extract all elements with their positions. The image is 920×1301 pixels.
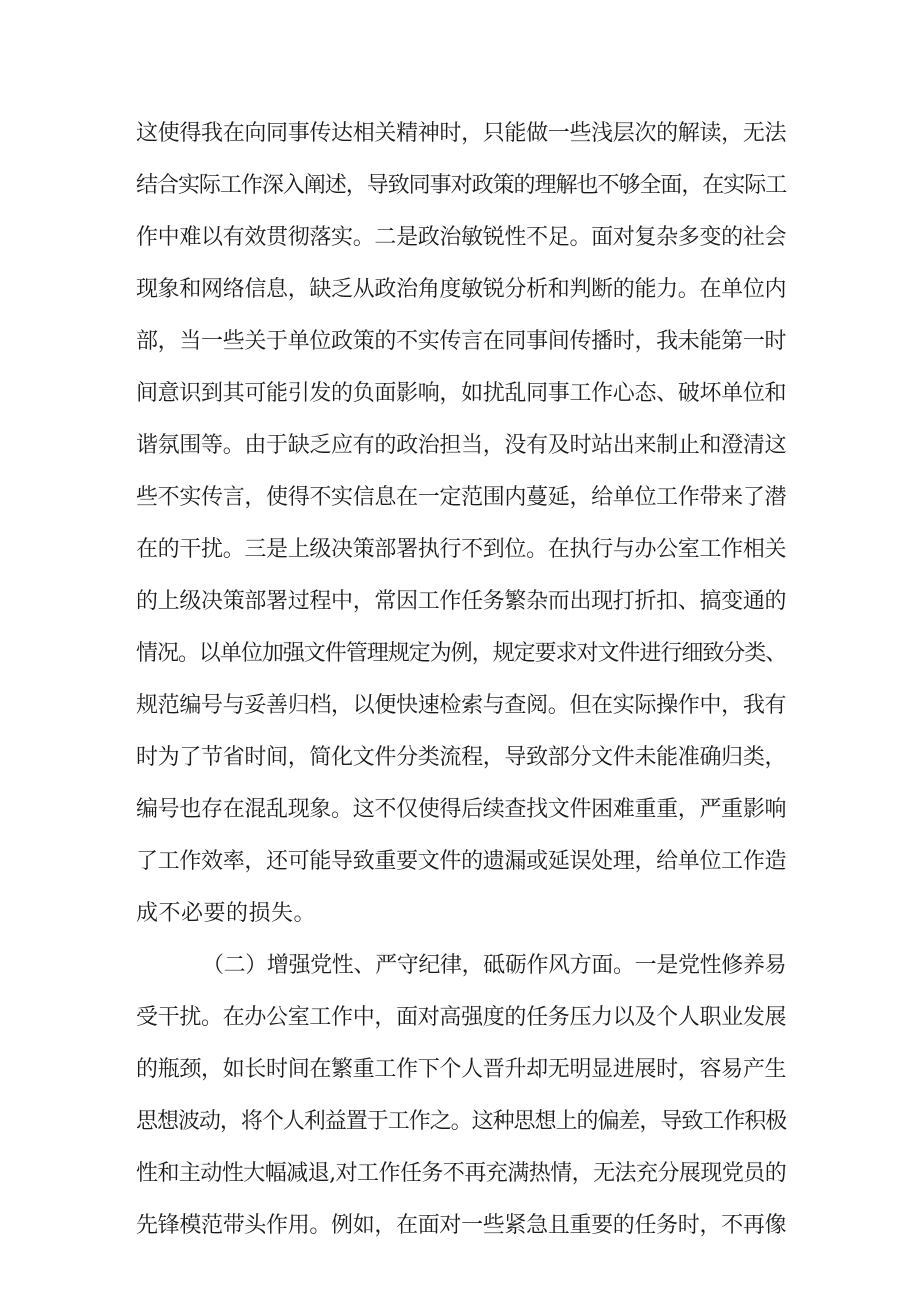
body-text [136, 108, 786, 1252]
text-line: 现象和网络信息，缺乏从政治角度敏锐分析和判断的能力。在单位内 [136, 277, 786, 302]
text-line: 谐氛围等。由于缺乏应有的政治担当，没有及时站出来制止和澄清这 [136, 433, 786, 458]
text-line: 规范编号与妥善归档，以便快速检索与查阅。但在实际操作中，我有 [136, 693, 786, 718]
text-line: 的瓶颈，如长时间在繁重工作下个人晋升却无明显进展时，容易产生 [136, 1057, 786, 1082]
text-line: 性和主动性大幅减退,对工作任务不再充满热情，无法充分展现党员的 [136, 1161, 786, 1186]
text-line: 先锋模范带头作用。例如，在面对一些紧急且重要的任务时，不再像 [136, 1213, 786, 1238]
text-line: 时为了节省时间，简化文件分类流程，导致部分文件未能准确归类， [136, 745, 786, 770]
text-line: 思想波动，将个人利益置于工作之。这种思想上的偏差，导致工作积极 [136, 1109, 786, 1134]
text-line: 这使得我在向同事传达相关精神时，只能做一些浅层次的解读，无法 [136, 121, 786, 146]
text-line: 了工作效率，还可能导致重要文件的遗漏或延误处理，给单位工作造 [136, 849, 786, 874]
text-line: 些不实传言，使得不实信息在一定范围内蔓延，给单位工作带来了潜 [136, 485, 786, 510]
text-line: 部，当一些关于单位政策的不实传言在同事间传播时，我未能第一时 [136, 329, 786, 354]
text-line: 成不必要的损失。 [136, 901, 317, 926]
section-heading-line: （二）增强党性、严守纪律，砥砺作风方面。一是党性修养易 [202, 953, 786, 978]
text-line: 受干扰。在办公室工作中，面对高强度的任务压力以及个人职业发展 [136, 1005, 786, 1030]
text-line: 编号也存在混乱现象。这不仅使得后续查找文件困难重重，严重影响 [136, 797, 786, 822]
text-line: 在的干扰。三是上级决策部署执行不到位。在执行与办公室工作相关 [136, 537, 786, 562]
text-line: 情况。以单位加强文件管理规定为例，规定要求对文件进行细致分类、 [136, 641, 786, 666]
text-line: 结合实际工作深入阐述，导致同事对政策的理解也不够全面，在实际工 [136, 173, 786, 198]
text-line: 作中难以有效贯彻落实。二是政治敏锐性不足。面对复杂多变的社会 [136, 225, 786, 250]
text-line: 间意识到其可能引发的负面影响，如扰乱同事工作心态、破坏单位和 [136, 381, 786, 406]
text-line: 的上级决策部署过程中，常因工作任务繁杂而出现打折扣、搞变通的 [136, 589, 786, 614]
